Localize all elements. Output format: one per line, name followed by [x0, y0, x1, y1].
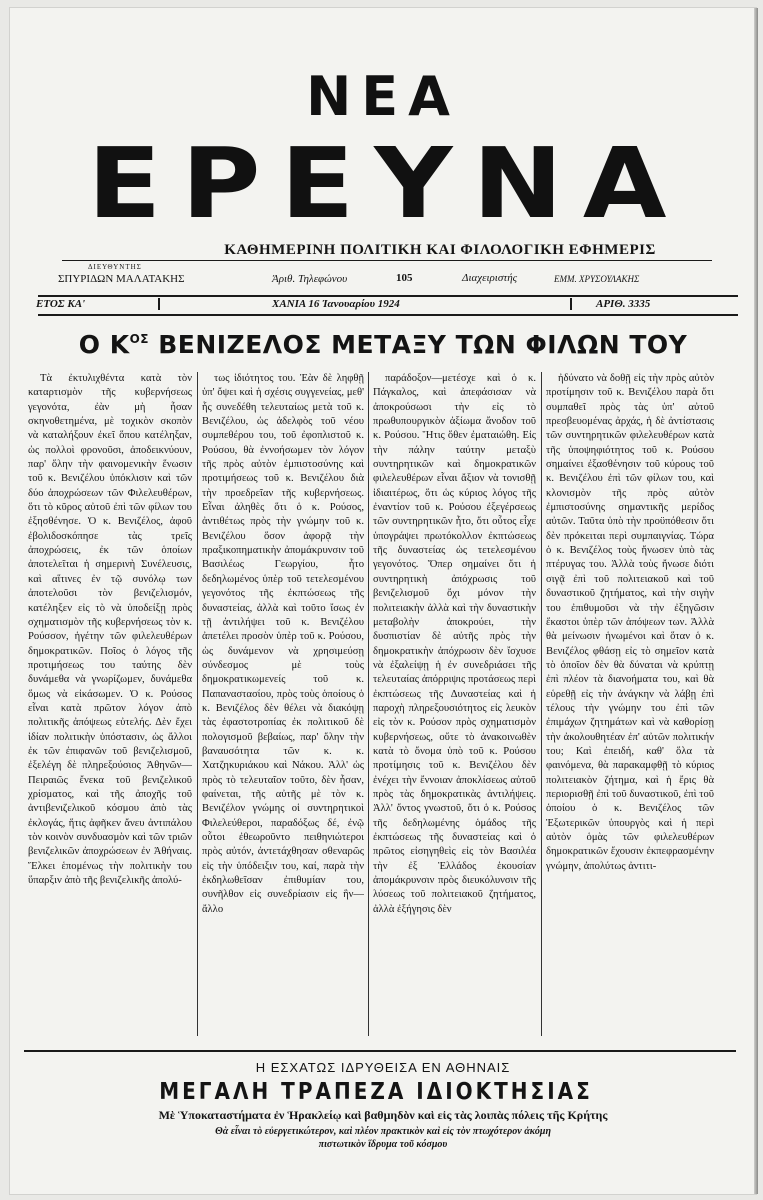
- headline-rest: ΒΕΝΙΖΕΛΟΣ ΜΕΤΑΞΥ ΤΩΝ ΦΙΛΩΝ ΤΟΥ: [149, 330, 688, 359]
- manager-label: Διαχειριστής: [462, 272, 518, 284]
- column-text: παράδοξον—μετέσχε καὶ ὁ κ. Πάγκαλος, καὶ ἀπεφάσισαν νὰ ἀποκρούσωσι τὴν εἰς τὸ πρωθυπουργικὸν ἀξίωμα ἄνοδον τοῦ κ. Ρούσου. Ἥτις ὅθεν ἐματαιώθη. Εἰς τὴν πάλην ταύτην μεταξὺ συντηρητικῶν καὶ δημοκρατικῶν φιλελευθέρων εἶναι ἄξιον νὰ τονισθῇ ἰδιαιτέρως, ὅτι ὡς κύριος λόγος τῆς ἐναντίον τοῦ κ. Ρούσου ἐξεγέρσεως τῶν συντηρητικῶν ἦτο, ὅτι οὗτος εἶχε ὑπογράψει πρωτόκολλον ἐκπτώσεως τῆς δυναστείας ὡς τετελεσμένου γεγονότος. Ὅπερ σημαίνει ὅτι ἡ συντηρητικὴ ἀπόχρωσις τοῦ βενιζελισμοῦ ὄχι μόνον τὴν πολιτειακὴν ἀλλὰ καὶ τὴν δυναστικὴν μεταβολὴν ἀποκρούει, τὴν δυσπιστίαν δὲ αὐτῆς πρὸς τὴν δημοκρατικὴν ἀπόχρωσιν δὲν ἴσχυσε νὰ ἐξαλείψῃ ἡ ἐν συνεδριάσει τῆς τελευταίας ἀπόρριψις προτάσεως περὶ ἐκπτώσεως τῆς Δυναστείας καὶ ἡ παροχὴ πληρεξουσιότητος εἰς λευκὸν εἰς τὸν κ. Ρούσον πρὸς σχηματισμὸν κυβερνήσεως, οὔτε τὸ ἀνακοινωθὲν κατὰ τὸ ὄνομα ὑπὸ τοῦ κ. Ρούσου προτίμησις τοῦ κ. Βενιζέλου δὲν ἐνέχει τὴν ἔννοιαν ἀποκλίσεως αὐτοῦ πρὸς τὰς δημοκρατικὰς ἀντιλήψεις. Ἀλλ' ὄντος γνωστοῦ, ὅτι ὁ κ. Ρούσος τῆς δεδηλωμένης ὁμάδος τῆς ἐκπτώσεως τῆς δυναστείας καὶ ὁ πρῶτος εἰσηγηθεὶς εἰς τὸν Βασιλέα τὴν ἐξ Ἑλλάδος ἑκουσίαν ἀπομάκρυνσιν πρὸς διευκόλυνσιν τῆς λύσεως τοῦ πολιτειακοῦ ζητήματος, ἀλλὰ ἐξήγησις δὲν: [373, 373, 536, 915]
- advert-rule: [24, 1050, 736, 1052]
- dateline-rule-bottom: [38, 314, 738, 316]
- column-divider: [368, 372, 369, 1036]
- masthead-title-main: ΕΡΕΥΝΑ: [87, 127, 687, 241]
- article-headline: [10, 330, 756, 359]
- headline-superscript: ΟΣ: [129, 332, 149, 346]
- advert-line-3: Μὲ Ὑποκαταστήματα ἐν Ἡρακλείῳ καὶ βαθμηδὸν καὶ εἰς τὰς λοιπὰς πόλεις τῆς Κρήτης: [158, 1108, 608, 1122]
- director-label: ΔΙΕΥΘΥΝΤΗΣ: [88, 263, 142, 271]
- article-column-1: [28, 372, 192, 1038]
- article-column-2: [202, 372, 364, 1038]
- phone-label: Ἀριθ. Τηλεφώνου: [272, 273, 348, 285]
- dateline-rule-top: [38, 295, 738, 297]
- dateline: ΧΑΝΙΑ 16 Ἰανουαρίου 1924: [272, 298, 400, 310]
- masthead-subtitle: ΚΑΘΗΜΕΡΙΝΗ ΠΟΛΙΤΙΚΗ ΚΑΙ ΦΙΛΟΛΟΓΙΚΗ ΕΦΗΜΕΡΙΣ: [224, 242, 656, 258]
- manager-name: ΕΜΜ. ΧΡΥΣΟΥΛΑΚΗΣ: [554, 274, 640, 284]
- issue-number: ΑΡΙΘ. 3335: [596, 298, 651, 310]
- column-divider: [541, 372, 542, 1036]
- year-label: ΕΤΟΣ ΚΑ': [36, 298, 86, 310]
- headline-main: Ο Κ: [78, 330, 130, 359]
- article-column-4: [546, 372, 714, 1038]
- column-text: τως ἰδιότητος του. Ἐὰν δὲ ληφθῇ ὑπ' ὄψει καὶ ἡ σχέσις συγγενείας, μεθ' ἧς συνεδέθη τελευταίως μετὰ τοῦ κ. Βενιζέλου, ὡς ἀδελφὸς τοῦ νέου συμπεθέρου του, τοῦ ἐφοπλιστοῦ κ. Ρούσου, θὰ ἐννοήσωμεν τὸν λόγον τῆς πρὸς αὐτὸν ἐμπιστοσύνης καὶ προτιμήσεως τοῦ κ. Βενιζέλου διὰ τὴν προεδρεῖαν τῆς κυβερνήσεως. Εἶναι ἀληθὲς ὅτι ὁ κ. Ρούσος, ἀντιθέτως πρὸς τὴν γνώμην τοῦ κ. Βενιζέλου ὅσον ἀφορᾷ τὴν πραξικοπηματικὴν ἀπομάκρυνσιν τοῦ Βασιλέως Γεωργίου, ἦτο δεδηλωμένος ὑπὲρ τοῦ τετελεσμένου γεγονότος τῆς ἐκπτώσεως τῆς δυναστείας, ἀλλὰ καὶ τοῦτο ἴσως ἐν τῇ ἀντιλήψει τοῦ κ. Βενιζέλου ἀπετέλει προσὸν ὑπὲρ τοῦ κ. Ρούσου, ὡς δυνάμενον νὰ χρησιμεύσῃ σύνδεσμος μὲ τοὺς δημοκρατικωμενείς τοῦ κ. Παπαναστασίου, πρὸς τοὺς ὁποίους ὁ κ. Βενιζέλος δὲν θέλει νὰ διακόψῃ τὰς ἐφαστοτροπίας ἐκ πολιτικοῦ δὲ πολογισμοῦ βεβαίως, παρ' ὅλην τὴν βαναυσότητα τῶν κ. κ. Χατζηκυριάκου καὶ Νάκου. Ἀλλ' ὡς πρὸς τὸ τελευταῖον τοῦτο, δὲν ἦσαν, φαίνεται, τῆς αὐτῆς μὲ τὸν κ. Βενιζέλον γνώμης οἱ συντηρητικοὶ Φιλελεύθεροι, παραδόξως δέ, ἐνῷ οὗτοι ἐθεωροῦντο πειθηνιώτεροι πρὸς αὐτόν, ἀντετάχθησαν σθεναρῶς εἰς τὴν ὑπόδειξιν του, καί, παρὰ τὴν ἐκδηλωθεῖσαν ἐπιθυμίαν του, συνῆλθον εἰς συνεδρίασιν εἰς ἣν—ἄλλο: [202, 373, 364, 915]
- advert-line-5: πιστωτικὸν ἵδρυμα τοῦ κόσμου: [318, 1139, 448, 1150]
- advert-line-4: Θὰ εἶναι τὸ εὐεργετικώτερον, καὶ πλέον πρακτικὸν καὶ εἰς τὸν πτωχότερον ἀκόμη: [215, 1126, 551, 1137]
- phone-number: 105: [396, 272, 413, 284]
- director-name: ΣΠΥΡΙΔΩΝ ΜΑΛΑΤΑΚΗΣ: [58, 273, 185, 285]
- column-text: Τὰ ἐκτυλιχθέντα κατὰ τὸν καταρτισμὸν τῆς κυβερνήσεως γεγονότα, ἐὰν μὴ ἦσαν σκηνοθετημένα, μὲ τοχικὸν σκοπὸν νὰ καταλήξουν ἐκεῖ ὅπου κατέληξαν, ὡς πολλοὶ φρονοῦσι, ἀποδεικνύουν, παρ' ὅλην τὴν φαινομενικὴν ἕνωσιν τοῦ κ. Βενιζέλου ὑπόκλισιν καὶ τῶν δύο ἀποχρώσεων τῶν Φιλελευθέρων, ὅτι τὸ κῦρος αὐτοῦ ἐπὶ τῶν φίλων του ἐξησθένησε. Ὁ κ. Βενιζέλος, ἀφοῦ ἐβολιδοσκόπησε τὰς τρεῖς ἀποχρώσεις, ἐκ τῶν ὁποίων ἀποτελεῖται ἡ σημερινὴ Συνέλευσις, καὶ αἵτινες ἐν τῷ συνόλῳ των ἀποτελοῦσι τὸν βενιζελισμόν, κατέληξεν εἰς τὸ νὰ ὑποδείξῃ πρὸς σχηματισμὸν τῆς κυβερνήσεως τὸν κ. Ρούσσον, ἡγέτην τῶν φιλελευθέρων δημοκρατικῶν. Ποῖος ὁ λόγος τῆς προτιμήσεως του ταύτης δὲν δυνάμεθα νὰ γνωρίζωμεν, δυνάμεθα ὅμως νὰ εἰκάσωμεν. Ὁ κ. Ρούσος εἶναι κατὰ πρῶτον λόγον ἀπὸ πολιτικῆς ἀπόψεως εὐτελής. Δὲν ἔχει ἰδίαν πολιτικὴν ὑπόστασιν, ὡς ἄλλοι ἐκ τῶν ἐπιφανῶν τοῦ βενιζελισμοῦ, ἐξελέγη δὲ πληρεξούσιος Ἀθηνῶν—Πειραιῶς ἔνεκα τοῦ βενιζελικοῦ χρίσματος, καὶ τῆς ἀποχῆς τοῦ ἀντιβενιζελικοῦ κόσμου ἀπὸ τὰς ἐκλογάς, ἥτις ἀφῆκεν ἄνευ ἀντιπάλου τὸν κοινὸν συνδυασμὸν καὶ τῶν τριῶν βενιζελικῶν ἀποχρώσεων ἐν Ἀθήναις. Ἕλκει ἑπομένως τὴν πολιτικὴν του ὕπαρξιν ἀπὸ τῆς βενιζελικῆς ἀπολύ-: [28, 373, 192, 887]
- dateline-separator: [158, 298, 160, 310]
- column-divider: [197, 372, 198, 1036]
- column-text: ἠδύνατο νὰ δοθῇ εἰς τὴν πρὸς αὐτὸν προτίμησιν τοῦ κ. Βενιζέλου παρὰ ὅτι συμπαθεῖ πρὸς τὰς ὑπ' αὐτοῦ πρεσβευομένας ἀρχάς, ἡ δὲ ἀντίστασις τῶν συντηρητικῶν φιλελευθέρων κατὰ τῆς ὑποψηφιότητος τοῦ κ. Ρούσου σημαίνει ἐξασθένησιν τοῦ κύρους τοῦ κ. Βενιζέλου ἐπὶ τῶν φίλων του, καὶ κλονισμὸν τῆς πρὸς αὐτὸν ἐμπιστοσύνης σημαντικῆς μερίδος αὐτῶν. Ταῦτα ὑπὸ τὴν προϋπόθεσιν ὅτι δὲν πρόκειται περὶ συμπαιγνίας. Τώρα ὁ κ. Βενιζέλος τοὺς ἤνωσεν ὑπὸ τὰς πτέρυγας του. Ἀλλὰ τοὺς ἤνωσε διότι σιγᾷ ἐπὶ τοῦ πολιτειακοῦ καὶ τοῦ δυναστικοῦ ζητήματος, καὶ τὴν σιγὴν του ἐπιθυμοῦσι νὰ τὴν ἐξηγῶσιν ἕκαστοι ὑπὲρ τῶν ἀπόψεων των. Ἀλλὰ θὰ μείνωσιν ἡνωμένοι καὶ ὅταν ὁ κ. Βενιζέλος φθάσῃ εἰς τὸ σημεῖον κατὰ τὸ ὁποῖον δὲν θὰ δύναται νὰ κρύπτῃ ἐπὶ πλέον τὰ διανοήματα του, καὶ θὰ εὑρεθῇ εἰς τὴν ἀνάγκην νὰ λάβῃ ἐπὶ τέλους τὴν γνώμην του ἐπὶ τῶν ἐπιμάχων ζητημάτων καὶ νὰ καθορίσῃ τὴν ἀκολουθητέαν ἐπ' αὐτῶν πολιτικήν του; Καὶ ἐπειδή, καθ' ὅλα τὰ φαινόμενα, θὰ παρακαμφθῇ τὸ κύριος πολιτειακὸν ζήτημα, καὶ ἡ ἔρις θὰ περιορισθῇ ἐπὶ τοῦ δυναστικοῦ, ἐπὶ τοῦ ὁποίου ὁ κ. Βενιζέλος τῶν Ἐξωτερικῶν ὑπουργὸς καὶ ἡ περὶ αὐτὸν ὁμὰς τῶν φιλελευθέρων δημοκρατικῶν ἔχουσιν ἐκπεφρασμένην γνώμην, ἀπολύτως ἀντιτι-: [546, 373, 714, 872]
- newspaper-page: [10, 8, 756, 1194]
- dateline-separator: [570, 298, 572, 310]
- masthead-title-top: ΝΕΑ: [306, 65, 460, 128]
- advert-bank-name: ΜΕΓΑΛΗ ΤΡΑΠΕΖΑ ΙΔΙΟΚΤΗΣΙΑΣ: [159, 1077, 593, 1105]
- article-column-3: [373, 372, 536, 1038]
- advert-line-1: Η ΕΣΧΑΤΩΣ ΙΔΡΥΘΕΙΣΑ ΕΝ ΑΘΗΝΑΙΣ: [255, 1060, 511, 1075]
- advert-footer: [10, 1125, 756, 1151]
- masthead-rule: [62, 260, 712, 261]
